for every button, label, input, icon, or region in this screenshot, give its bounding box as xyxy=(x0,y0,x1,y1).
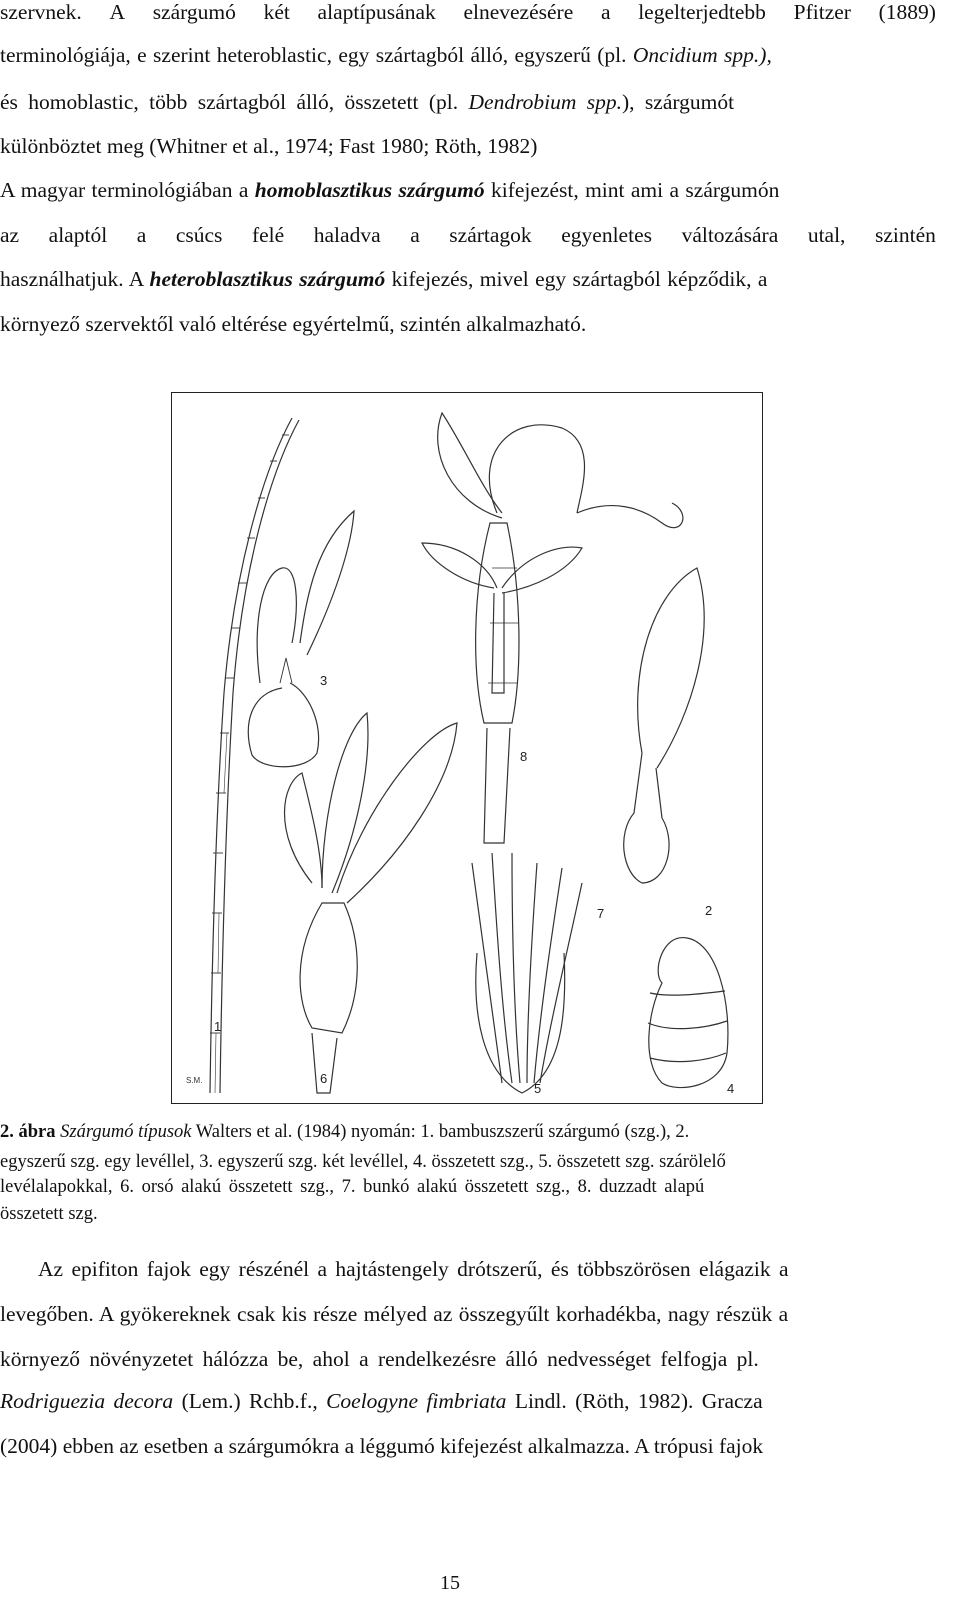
body-line-1: Az epifiton fajok egy részénél a hajtástengely drótszerű, és többszörösen elágazik a xyxy=(38,1257,789,1281)
drawing-8-swollen-base xyxy=(438,413,683,843)
word: szártagok xyxy=(449,223,532,247)
drawing-1-bamboo-stem xyxy=(210,418,299,1093)
label-7: 7 xyxy=(597,906,605,921)
caption-line-4: összetett szg. xyxy=(0,1204,98,1224)
caption-line-3: levélalapokkal, 6. orsó alakú összetett szg., 7. bunkó alakú összetett szg., 8. duzzadt alapú xyxy=(0,1177,705,1197)
page-number: 15 xyxy=(440,1572,460,1594)
caption-line-2: egyszerű szg. egy levéllel, 3. egyszerű szg. két levéllel, 4. összetett szg., 5. összetett szg. szárölelő xyxy=(0,1152,726,1172)
word: a xyxy=(136,223,147,247)
text-line-2: terminológiája, e szerint heteroblastic, egy szártagból álló, egyszerű (pl. Oncidium spp.), xyxy=(0,43,772,67)
word: szervnek. xyxy=(0,0,82,24)
label-3: 3 xyxy=(320,673,328,688)
label-6: 6 xyxy=(320,1071,328,1086)
drawing-5-sheathed xyxy=(472,853,582,1096)
text-line-3: és homoblastic, több szártagból álló, összetett (pl. Dendrobium spp.), szárgumót xyxy=(0,90,735,114)
body-line-3: környező növényzetet hálózza be, ahol a rendelkezésre álló nedvességet felfogja pl. xyxy=(0,1347,759,1371)
drawing-7-club xyxy=(597,568,712,921)
drawing-4-compound xyxy=(648,938,734,1096)
word: elnevezésére xyxy=(463,0,574,24)
label-2: 2 xyxy=(705,903,713,918)
text-line-4: különböztet meg (Whitner et al., 1974; Fast 1980; Röth, 1982) xyxy=(0,134,538,158)
label-5: 5 xyxy=(534,1081,542,1096)
body-line-4: Rodriguezia decora (Lem.) Rchb.f., Coelogyne fimbriata Lindl. (Röth, 1982). Gracza xyxy=(0,1389,763,1413)
word: szárgumó xyxy=(152,0,236,24)
word: felé xyxy=(251,223,285,247)
text-line-6 xyxy=(0,223,936,247)
word: két xyxy=(263,0,290,24)
word: egyenletes xyxy=(561,223,652,247)
figure-orchid-pseudobulbs xyxy=(171,392,763,1104)
word: a xyxy=(600,0,611,24)
label-1: 1 xyxy=(214,1019,222,1034)
drawing-8b-leaf-pair xyxy=(422,543,582,693)
word: (1889) xyxy=(878,0,936,24)
text-line-1 xyxy=(0,0,936,24)
word: csúcs xyxy=(175,223,223,247)
word: A xyxy=(109,0,125,24)
word: Pfitzer xyxy=(793,0,851,24)
caption-line-1: 2. ábra Szárgumó típusok Walters et al. (1984) nyomán: 1. bambuszszerű szárgumó (szg.), 2. xyxy=(0,1122,690,1142)
word: legelterjedtebb xyxy=(638,0,766,24)
word: alaptól xyxy=(48,223,108,247)
drawing-3-two-leaves xyxy=(248,511,354,767)
word: alaptípusának xyxy=(317,0,436,24)
text-line-5: A magyar terminológiában a homoblasztikus szárgumó kifejezést, mint ami a szárgumón xyxy=(0,178,780,202)
word: utal, xyxy=(807,223,846,247)
word: haladva xyxy=(313,223,381,247)
word: változására xyxy=(681,223,779,247)
word: szintén xyxy=(875,223,936,247)
body-line-5: (2004) ebben az esetben a szárgumókra a léggumó kifejezést alkalmazza. A trópusi fajok xyxy=(0,1434,764,1458)
illustrator-signature: S.M. xyxy=(186,1076,203,1085)
word: a xyxy=(410,223,420,247)
drawing-6-spindle xyxy=(285,713,458,1093)
text-line-8: környező szervektől való eltérése egyértelmű, szintén alkalmazható. xyxy=(0,312,587,336)
label-4: 4 xyxy=(727,1081,735,1096)
label-8: 8 xyxy=(520,749,528,764)
text-line-7: használhatjuk. A heteroblasztikus szárgumó kifejezés, mivel egy szártagból képződik, a xyxy=(0,267,768,291)
body-line-2: levegőben. A gyökereknek csak kis része mélyed az összegyűlt korhadékba, nagy részük a xyxy=(0,1302,789,1326)
word: az xyxy=(0,223,20,247)
